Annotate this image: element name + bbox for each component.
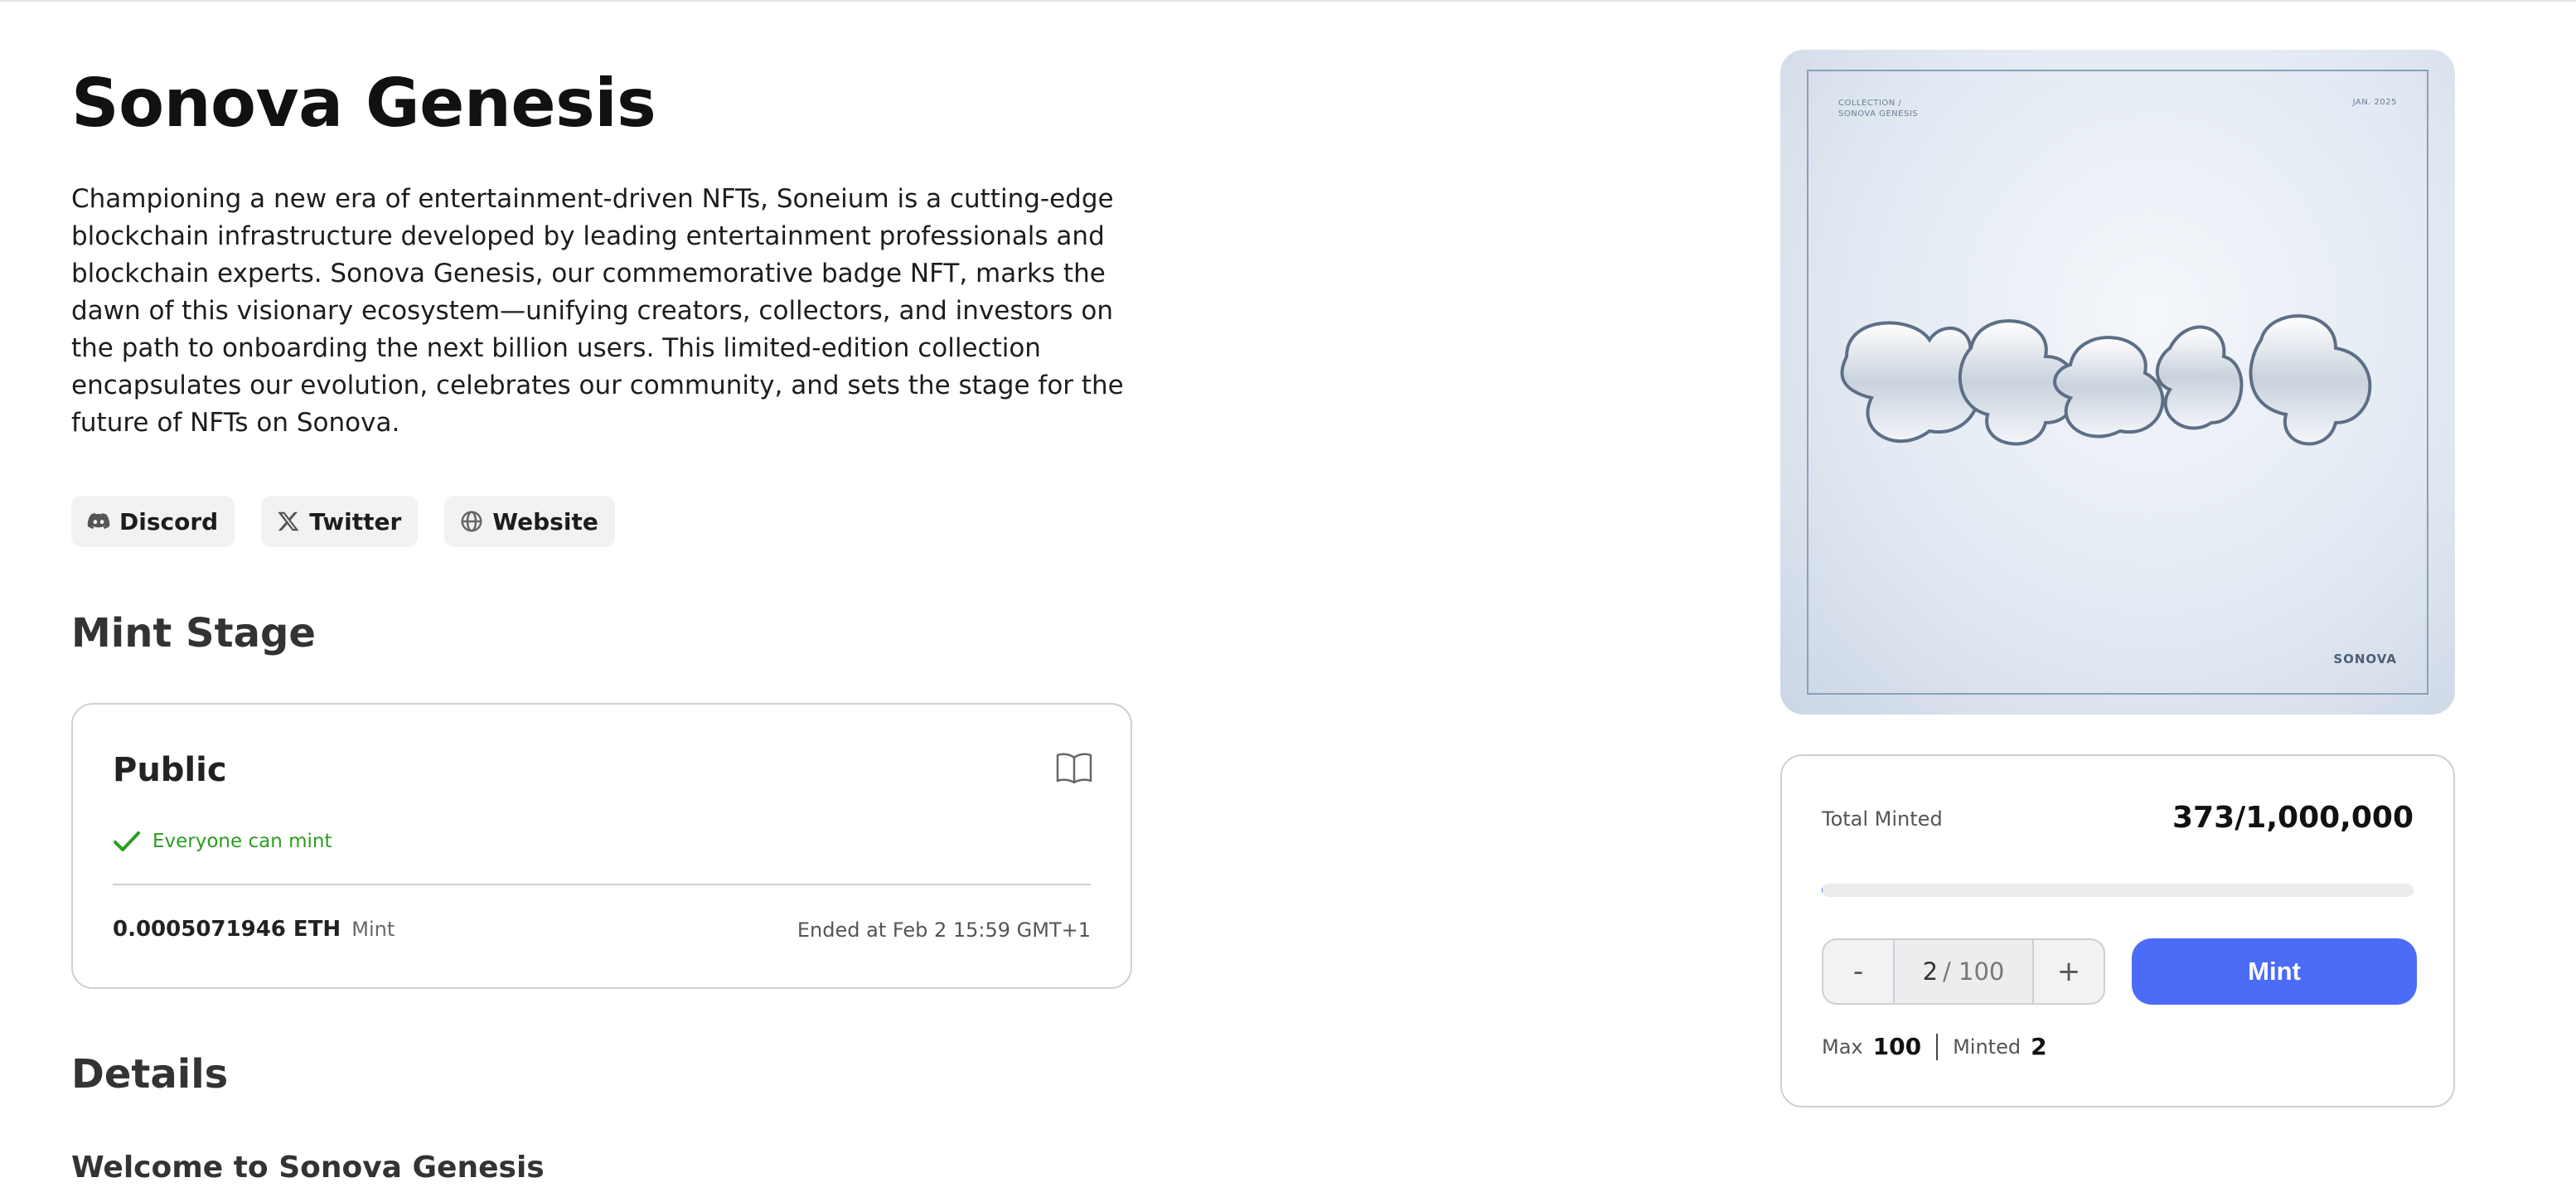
twitter-link[interactable]	[261, 496, 418, 547]
stage-end-time: Ended at Feb 2 15:59 GMT+1	[797, 918, 1091, 942]
quantity-display[interactable]	[1893, 940, 2034, 1003]
stage-divider	[113, 884, 1091, 885]
eligibility-text: Everyone can mint	[153, 831, 332, 852]
quantity-stepper	[1822, 938, 2105, 1005]
checkmark-icon	[113, 829, 141, 854]
max-value: 100	[1872, 1033, 1922, 1060]
sonova-brand-mark: SONOVA	[2333, 652, 2397, 666]
quantity-value: 2	[1922, 957, 1939, 986]
limits-separator	[1936, 1034, 1938, 1060]
increment-button[interactable]: +	[2056, 955, 2081, 988]
details-subheading: Welcome to Sonova Genesis	[71, 1151, 545, 1185]
artwork-meta-line-1: COLLECTION /	[1838, 99, 1902, 108]
website-link[interactable]	[444, 496, 615, 547]
decrement-button[interactable]: -	[1852, 955, 1864, 988]
total-minted-label: Total Minted	[1822, 807, 1943, 831]
details-heading: Details	[71, 1051, 229, 1098]
max-label: Max	[1822, 1035, 1863, 1059]
mint-panel	[1780, 754, 2455, 1107]
artwork-collection-label	[1838, 98, 1918, 119]
website-label: Website	[492, 507, 598, 536]
mint-stage-heading: Mint Stage	[71, 610, 316, 657]
mint-stage-card[interactable]	[71, 703, 1132, 989]
collection-description: Championing a new era of entertainment-driven NFTs, Soneium is a cutting-edge blockchain infrastructure developed by leading entertainment professionals and blockchain experts. Sonova Genesis, our commemorative badge NFT, marks the dawn of this visionary ecosystem—unifying creators, collectors, and investors on the path to onboarding the next billion users. This limited-edition collection encapsulates our evolution, celebrates our community, and sets the stage for the future of NFTs on Sonova.	[71, 184, 1124, 438]
mint-button[interactable]: Mint	[2132, 938, 2417, 1005]
stage-name: Public	[113, 751, 227, 789]
eligibility-status	[113, 829, 332, 854]
price-unit: Mint	[351, 918, 395, 941]
nft-artwork	[1780, 50, 2455, 715]
total-minted-value: 373/1,000,000	[2172, 801, 2414, 835]
discord-label: Discord	[119, 507, 219, 536]
artwork-meta-line-2: SONOVA GENESIS	[1838, 109, 1919, 119]
discord-link[interactable]	[71, 496, 235, 547]
social-links	[71, 496, 615, 547]
mint-price	[113, 917, 395, 942]
sonova-chrome-logo	[1838, 298, 2402, 464]
book-icon[interactable]	[1056, 751, 1092, 784]
minted-value: 2	[2031, 1033, 2047, 1060]
globe-icon	[459, 509, 484, 534]
top-divider	[0, 0, 2576, 2]
mint-progress-bar	[1822, 884, 2414, 897]
discord-icon	[86, 509, 111, 534]
quantity-max: / 100	[1943, 957, 2005, 986]
minted-label: Minted	[1953, 1035, 2022, 1059]
mint-limits	[1822, 1033, 2047, 1060]
twitter-label: Twitter	[309, 507, 402, 536]
artwork-date: JAN. 2025	[2352, 98, 2397, 107]
collection-title: Sonova Genesis	[71, 65, 656, 142]
x-icon	[276, 509, 301, 534]
price-value: 0.0005071946 ETH	[113, 917, 341, 942]
